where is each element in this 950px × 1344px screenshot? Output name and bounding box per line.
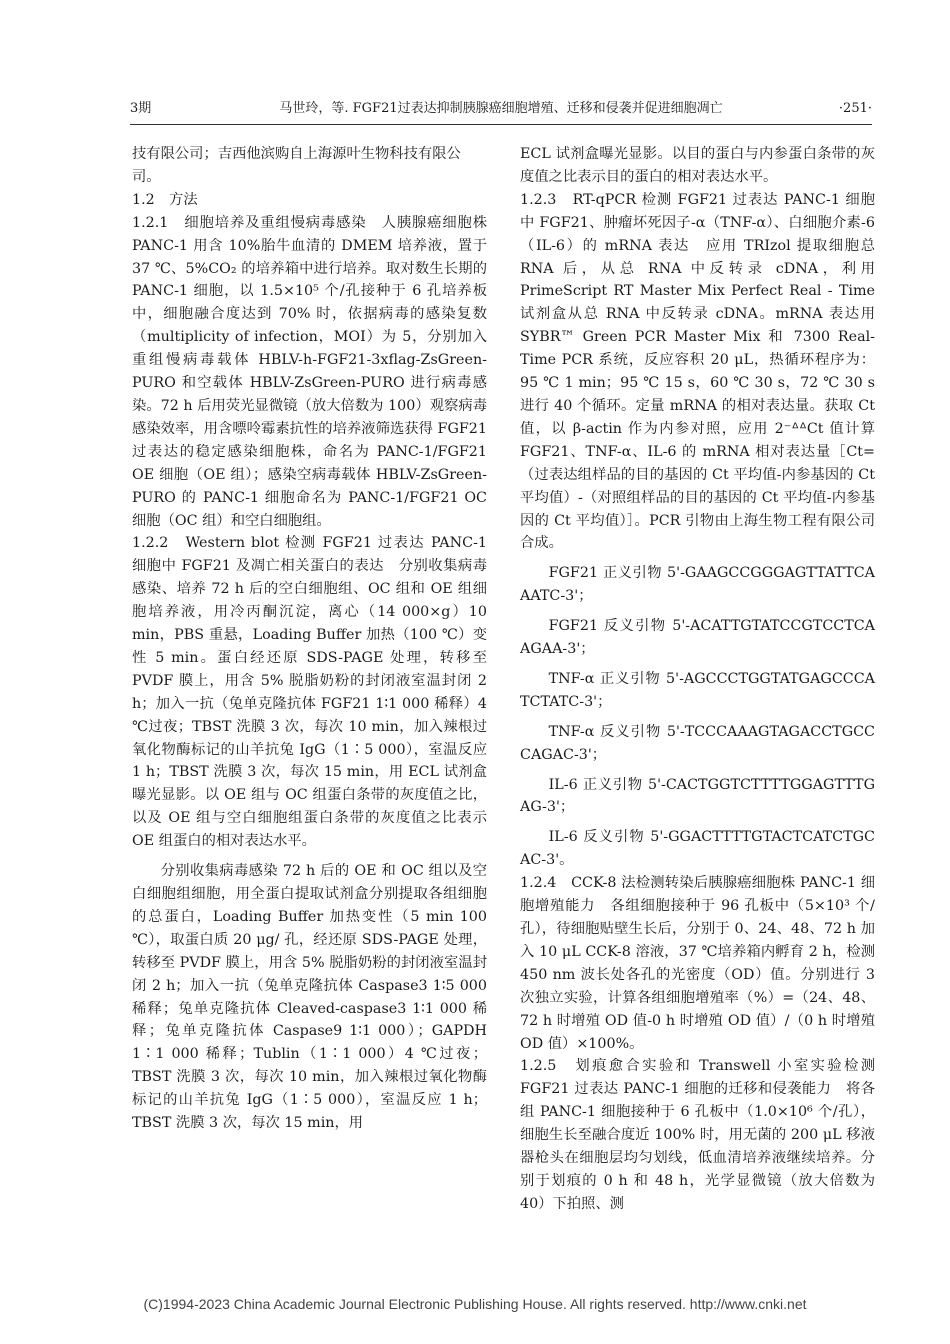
paragraph: 1.2.4 CCK-8 法检测转染后胰腺癌细胞株 PANC-1 细胞增殖能力 各组细胞接种于 96 孔板中（5×10³ 个/孔），待细胞贴壁生长后，分别于 0、24、48、72 h 加入 10 μL CCK-8 溶液，37 ℃培养箱内孵育 2 h，检测 450 nm 波长处各孔的光密度（OD）值。分别进行 3 次独立实验，计算各组细胞增殖率（%）=（24、48、72 h 时增殖 OD 值-0 h 时增殖 OD 值）/（0 h 时增殖 OD 值）×100%。: [520, 875, 875, 1052]
paragraph: 1.2.5 划痕愈合实验和 Transwell 小室实验检测 FGF21 过表达 PANC-1 细胞的迁移和侵袭能力 将各组 PANC-1 细胞接种于 6 孔板中（1.0×10⁶ 个/孔），细胞生长至融合度近 100% 时，用无菌的 200 μL 移液器枪头在细胞层均匀划线，低血清培养液继续培养。分别于划痕的 0 h 和 48 h，光学显微镜（放大倍数为 40）下拍照、测: [520, 1058, 875, 1212]
running-header: [130, 98, 872, 124]
paragraph: ECL 试剂盒曝光显影。以目的蛋白与内参蛋白条带的灰度值之比表示目的蛋白的相对表达水平。: [520, 146, 875, 185]
primer-line: IL-6 反义引物 5'-GGACTTTTGTACTCATCTGCAC-3'。: [520, 829, 875, 869]
page-number: ·251·: [838, 101, 872, 116]
issue-number: 3期: [130, 101, 152, 116]
primer-line: TNF-α 反义引物 5'-TCCCAAAGTAGACCTGCCCAGAC-3'；: [520, 723, 875, 763]
primer-line: IL-6 正义引物 5'-CACTGGTCTTTTGGAGTTTGAG-3'；: [520, 776, 875, 816]
paragraph: 1.2.2 Western blot 检测 FGF21 过表达 PANC-1 细胞中 FGF21 及凋亡相关蛋白的表达 分别收集病毒感染、培养 72 h 后的空白细胞组、OC 组和 OE 组细胞培养液，用冷丙酮沉淀，离心（14 000×g）10 min，PBS 重悬，Loading Buffer 加热（100 ℃）变性 5 min。蛋白经还原 SDS-PAGE 处理，转移至 PVDF 膜上，用含 5% 脱脂奶粉的封闭液室温封闭 2 h；加入一抗（兔单克隆抗体 FGF21 1∶1 000 稀释）4 ℃过夜；TBST 洗膜 3 次，每次 10 min，加入辣根过氧化物酶标记的山羊抗兔 IgG（1∶5 000），室温反应 1 h；TBST 洗膜 3 次，每次 15 min，用 ECL 试剂盒曝光显影。以 OE 组与 OC 组蛋白条带的灰度值之比，以及 OE 组与空白细胞组蛋白条带的灰度值之比表示 OE 组蛋白的相对表达水平。: [132, 535, 487, 850]
right-column: [520, 143, 875, 1216]
left-column: [132, 143, 502, 1135]
paragraph: 技有限公司；吉西他滨购自上海源叶生物科技有限公司。: [132, 146, 461, 185]
primer-line: TNF-α 正义引物 5'-AGCCCTGGTATGAGCCCATCTATC-3'；: [520, 670, 875, 710]
copyright-footer: (C)1994-2023 China Academic Journal Electronic Publishing House. All rights reserved. http://www.cnki.net: [143, 1296, 807, 1312]
primer-line: FGF21 正义引物 5'-GAAGCCGGGAGTTATTCAAATC-3'；: [520, 565, 875, 605]
running-title: 马世玲，等. FGF21过表达抑制胰腺癌细胞增殖、迁移和侵袭并促进细胞凋亡: [279, 101, 723, 116]
primer-line: FGF21 反义引物 5'-ACATTGTATCCGTCCTCAAGAA-3'；: [520, 618, 875, 658]
section-heading: 1.2 方法: [132, 191, 198, 208]
paragraph: 1.2.1 细胞培养及重组慢病毒感染 人胰腺癌细胞株 PANC-1 用含 10%胎牛血清的 DMEM 培养液，置于 37 ℃、5%CO₂ 的培养箱中进行培养。取对数生长期的 PANC-1 细胞，以 1.5×10⁵ 个/孔接种于 6 孔培养板中，细胞融合度达到 70% 时，依据病毒的感染复数（multiplicity of infection，MOI）为 5，分别加入重组慢病毒载体 HBLV-h-FGF21-3xflag-ZsGreen-PURO 和空载体 HBLV-ZsGreen-PURO 进行病毒感染。72 h 后用荧光显微镜（放大倍数为 100）观察病毒感染效率，用含嘌呤霉素抗性的培养液筛选获得 FGF21 过表达的稳定感染细胞株，命名为 PANC-1/FGF21 OE 细胞（OE 组）；感染空病毒载体 HBLV-ZsGreen-PURO 的 PANC-1 细胞命名为 PANC-1/FGF21 OC 细胞（OC 组）和空白细胞组。: [132, 214, 487, 529]
paragraph: 1.2.3 RT-qPCR 检测 FGF21 过表达 PANC-1 细胞中 FGF21、肿瘤坏死因子-α（TNF-α）、白细胞介素-6（IL-6）的 mRNA 表达 应用 TRIzol 提取细胞总 RNA 后，从总 RNA 中反转录 cDNA，利用 PrimeScript RT Master Mix Perfect Real - Time 试剂盒从总 RNA 中反转录 cDNA。mRNA 表达用 SYBR™ Green PCR Master Mix 和 7300 Real-Time PCR 系统，反应容积 20 μL，热循环程序为：95 ℃ 1 min；95 ℃ 15 s，60 ℃ 30 s，72 ℃ 30 s 进行 40 个循环。定量 mRNA 的相对表达量。获取 Ct 值，以 β-actin 作为内参对照，应用 2⁻ᐞᐞCt 值计算 FGF21、TNF-α、IL-6 的 mRNA 相对表达量［Ct=（过表达组样品的目的基因的 Ct 平均值-内参基因的 Ct 平均值）-（对照组样品的目的基因的 Ct 平均值-内参基因的 Ct 平均值）］。PCR 引物由上海生物工程有限公司合成。: [520, 191, 875, 552]
header-rule: [130, 124, 872, 125]
paragraph: 分别收集病毒感染 72 h 后的 OE 和 OC 组以及空白细胞组细胞，用全蛋白提取试剂盒分别提取各组细胞的总蛋白，Loading Buffer 加热变性（5 min 100 ℃），取蛋白质 20 μg/ 孔，经还原 SDS-PAGE 处理，转移至 PVDF 膜上，用含 5% 脱脂奶粉的封闭液室温封闭 2 h；加入一抗（兔单克隆抗体 Caspase3 1∶5 000 稀释；兔单克隆抗体 Cleaved-caspase3 1∶1 000 稀释；兔单克隆抗体 Caspase9 1∶1 000）；GAPDH 1∶1 000 稀释；Tublin（1∶1 000）4 ℃过夜；TBST 洗膜 3 次，每次 10 min，加入辣根过氧化物酶标记的山羊抗兔 IgG（1∶5 000），室温反应 1 h；TBST 洗膜 3 次，每次 15 min，用: [132, 863, 502, 1132]
